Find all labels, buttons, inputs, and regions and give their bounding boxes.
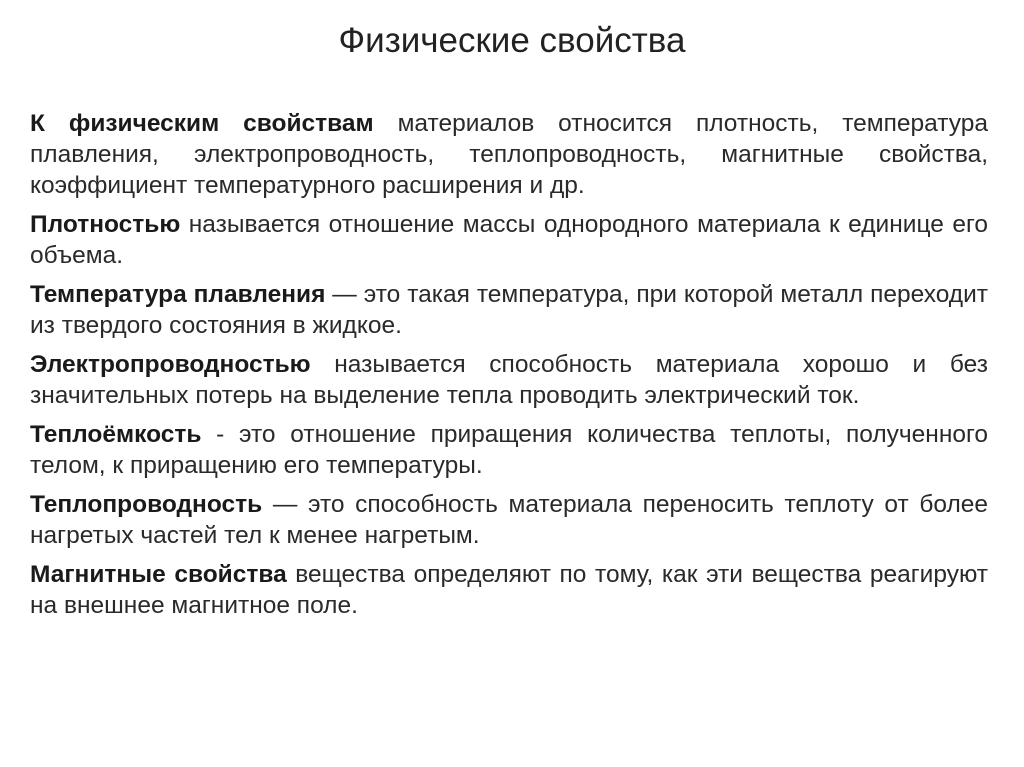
- definition-magnetic-properties: [30, 559, 988, 621]
- definition-term: Теплопроводность: [30, 491, 263, 518]
- definition-term: Температура плавления: [30, 281, 326, 308]
- definition-term: К физическим свойствам: [30, 110, 374, 137]
- definition-text: вещества определяют по тому, как эти вещества реагируют на внешнее магнитное поле.: [30, 561, 988, 619]
- definition-term: Плотностью: [30, 211, 181, 238]
- definition-text: - это отношение приращения количества теплоты, полученного телом, к приращению его температуры.: [30, 421, 988, 479]
- slide-title: Физические свойства: [338, 21, 686, 60]
- definition-text: — это способность материала переносить теплоту от более нагретых частей тел к менее нагретым.: [30, 491, 988, 549]
- definition-text: называется отношение массы однородного материала к единице его объема.: [30, 211, 988, 269]
- definition-melting-point: [30, 279, 988, 341]
- definition-term: Электропроводностью: [30, 351, 311, 378]
- definition-density: [30, 209, 988, 271]
- definition-thermal-conductivity: [30, 489, 988, 551]
- definition-heat-capacity: [30, 419, 988, 481]
- definition-electrical-conductivity: [30, 349, 988, 411]
- definition-term: Теплоёмкость: [30, 421, 202, 448]
- definitions-list: [30, 108, 988, 629]
- definition-physical-properties: [30, 108, 988, 201]
- definition-text: — это такая температура, при которой металл переходит из твердого состояния в жидкое.: [30, 281, 988, 339]
- definition-text: называется способность материала хорошо и без значительных потерь на выделение тепла проводить электрический ток.: [30, 351, 988, 409]
- definition-term: Магнитные свойства: [30, 561, 287, 588]
- definition-text: материалов относится плотность, температура плавления, электропроводность, теплопроводность, магнитные свойства, коэффициент температурного расширения и др.: [30, 110, 988, 199]
